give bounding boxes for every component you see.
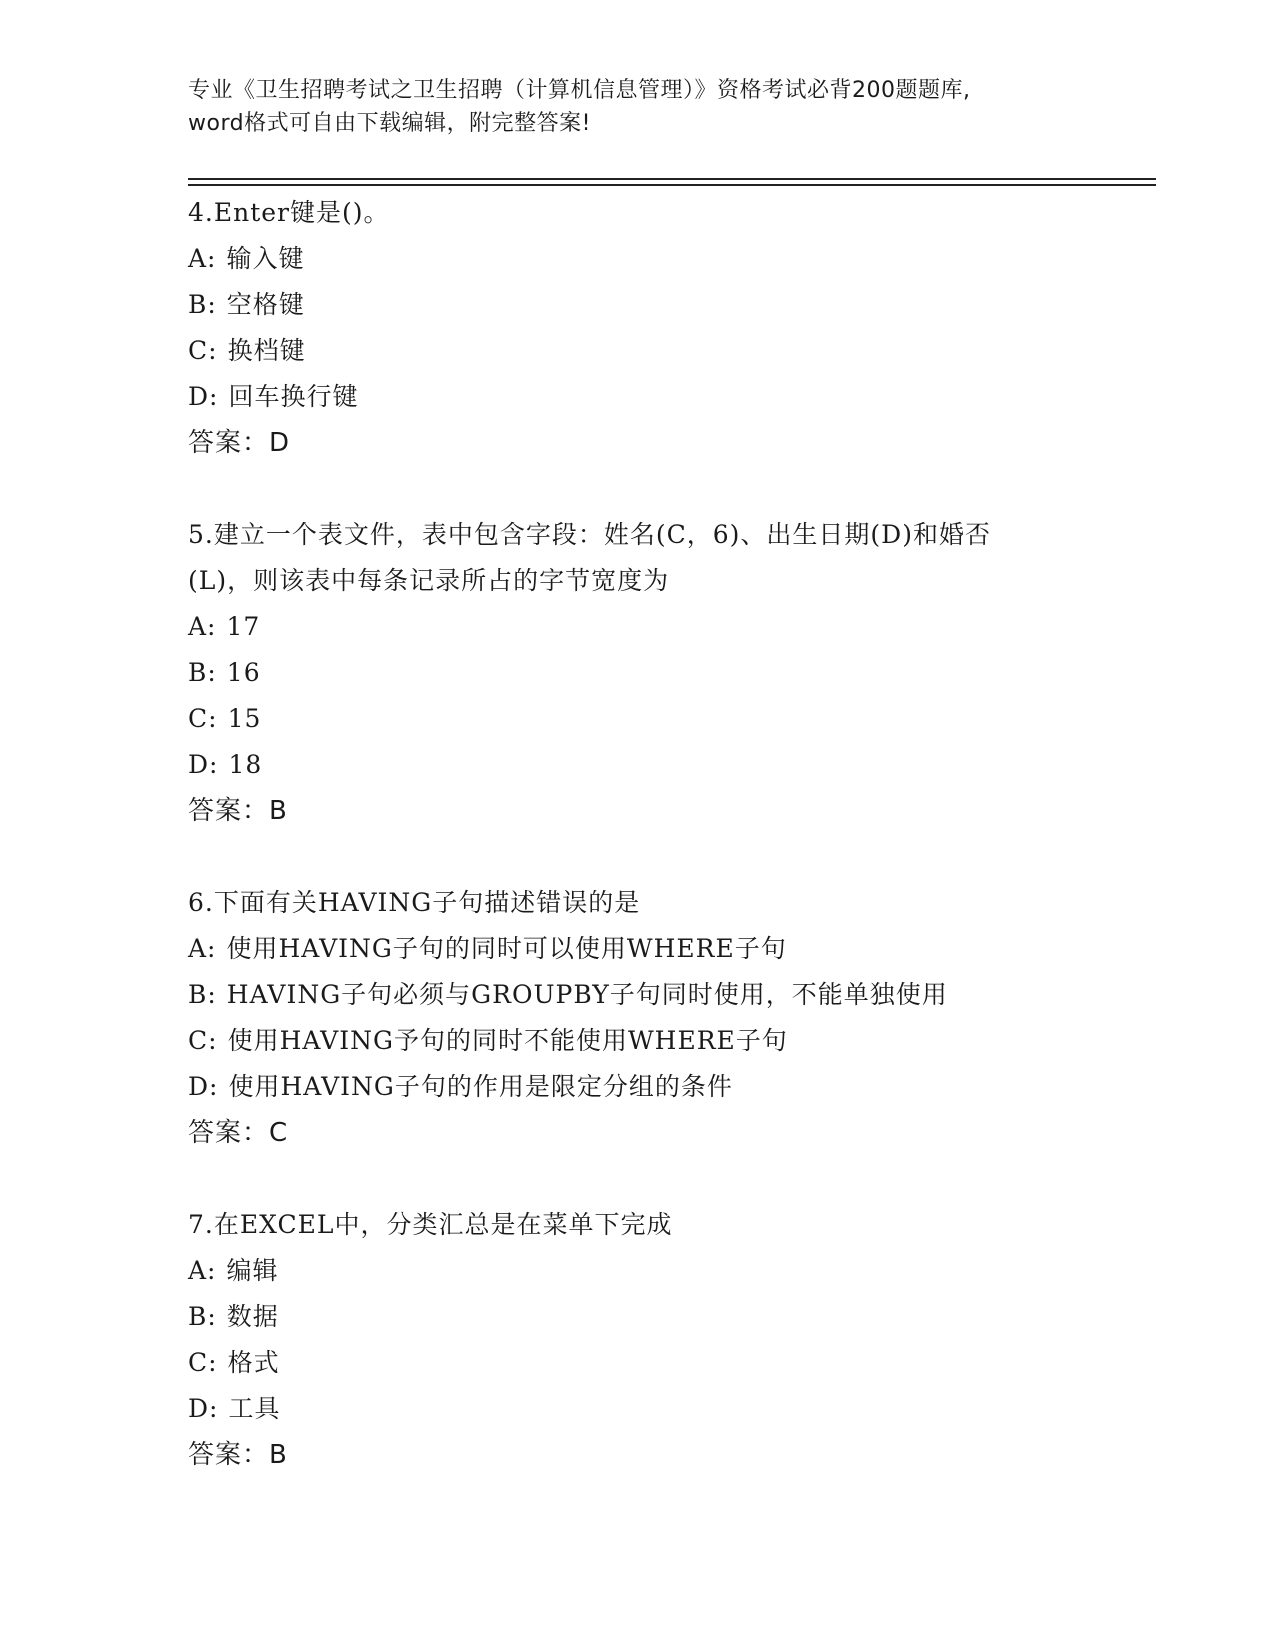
question-stem-continued: (L)，则该表中每条记录所占的字节宽度为 [188,566,670,595]
option-text: 17 [226,612,261,641]
option-key: D: [188,1394,219,1423]
option-key: A: [188,612,217,641]
answer-label: 答案： [188,1118,270,1148]
answer-line [188,1110,1148,1156]
question-stem: 4.Enter键是()。 [188,198,390,227]
option-text: 16 [226,658,261,687]
option-key: C: [188,1348,218,1377]
option-c [188,1340,1148,1386]
option-key: A: [188,244,217,273]
option-d [188,1064,1148,1110]
answer-line [188,420,1148,466]
option-key: C: [188,336,218,365]
option-text: 数据 [226,1302,279,1331]
option-text: 回车换行键 [228,382,359,411]
question-item [188,880,1148,1156]
answer-line [188,788,1148,834]
option-key: B: [188,658,217,687]
option-text: HAVING子句必须与GROUPBY子句同时使用，不能单独使用 [226,980,948,1009]
option-text: 空格键 [226,290,305,319]
answer-label: 答案： [188,1440,270,1470]
question-list [188,190,1148,1524]
option-text: 使用HAVING子句的作用是限定分组的条件 [228,1072,733,1101]
option-text: 15 [227,704,262,733]
option-text: 换档键 [227,336,306,365]
question-stem: 7.在EXCEL中，分类汇总是在菜单下完成 [188,1210,673,1239]
answer-value: B [269,1440,288,1470]
header-line-1: 专业《卫生招聘考试之卫生招聘（计算机信息管理）》资格考试必背200题题库, [188,78,971,103]
header-divider-bottom [188,184,1156,186]
question-item [188,1202,1148,1478]
option-a [188,236,1148,282]
answer-value: B [269,796,288,826]
option-a [188,604,1148,650]
option-key: A: [188,1256,217,1285]
option-c [188,696,1148,742]
document-header [188,74,1088,140]
answer-line [188,1432,1148,1478]
header-line-2: word格式可自由下载编辑，附完整答案! [188,111,591,136]
option-b [188,282,1148,328]
option-b [188,650,1148,696]
option-text: 使用HAVING予句的同时不能使用WHERE子句 [227,1026,788,1055]
option-b [188,1294,1148,1340]
option-d [188,742,1148,788]
option-text: 使用HAVING子句的同时可以使用WHERE子句 [226,934,787,963]
option-text: 格式 [227,1348,280,1377]
option-c [188,1018,1148,1064]
option-key: D: [188,382,219,411]
option-key: C: [188,1026,218,1055]
option-key: B: [188,980,217,1009]
option-b [188,972,1148,1018]
question-item [188,512,1148,834]
option-text: 编辑 [226,1256,279,1285]
question-stem: 5.建立一个表文件，表中包含字段：姓名(C，6)、出生日期(D)和婚否 [188,520,991,549]
answer-label: 答案： [188,428,270,458]
answer-label: 答案： [188,796,270,826]
option-a [188,926,1148,972]
option-key: C: [188,704,218,733]
option-key: B: [188,290,217,319]
option-text: 输入键 [226,244,305,273]
option-c [188,328,1148,374]
answer-value: C [269,1118,289,1148]
question-stem: 6.下面有关HAVING子句描述错误的是 [188,888,641,917]
header-divider-top [188,178,1156,180]
question-item [188,190,1148,466]
option-d [188,374,1148,420]
option-d [188,1386,1148,1432]
option-key: A: [188,934,217,963]
option-key: D: [188,750,219,779]
option-text: 工具 [228,1394,281,1423]
option-text: 18 [228,750,263,779]
option-a [188,1248,1148,1294]
option-key: B: [188,1302,217,1331]
answer-value: D [269,428,291,458]
option-key: D: [188,1072,219,1101]
